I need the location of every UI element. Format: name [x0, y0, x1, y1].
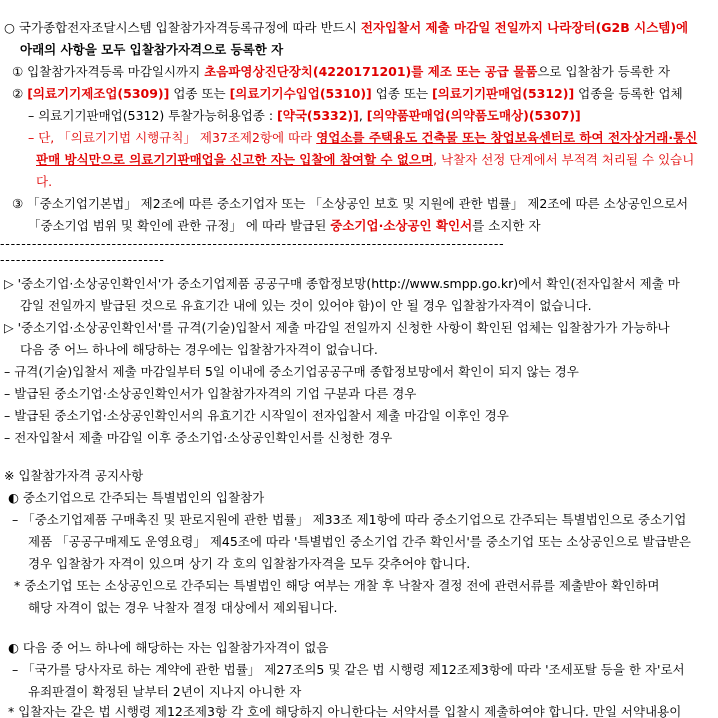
notice-2-case-3: – 발급된 중소기업·소상공인확인서의 유효기간 시작일이 전자입찰서 제출 마감일 이후인 경우	[4, 408, 509, 423]
item-2-sub-2	[28, 130, 697, 146]
notice-1-line-2: 감일 전일까지 발급된 것으로 유효기간 내에 있는 것이 있어야 함)이 안 될 경우 입찰참가자격이 없습니다.	[20, 298, 592, 313]
notice-2-case-2: – 발급된 중소기업·소상공인확인서가 입찰참가자격의 기업 구분과 다른 경우	[4, 386, 417, 401]
intro-text: ○ 국가종합전자조달시스템 입찰참가자격등록규정에 따라 반드시	[4, 20, 361, 35]
special-corp-note-2: 해당 자격이 없는 경우 낙찰자 결정 대상에서 제외됩니다.	[28, 600, 338, 615]
special-corp-line-2: 제품 「공공구매제도 운영요령」 제45조에 따라 '특별법인 중소기업 간주 확인서'를 중소기업 또는 소상공인으로 발급받은	[28, 534, 691, 549]
sub-1-text: – 의료기기판매업(5312) 투찰가능허용업종 :	[28, 108, 278, 123]
item-3-line-2	[28, 218, 541, 234]
item-1-text: ① 입찰참가자격등록 마감일시까지	[12, 64, 205, 79]
item-2-sub-2-end: 다.	[36, 174, 53, 189]
sub-2-emphasis-cont: 판매 방식만으로 의료기기판매업을 신고한 자는 입찰에 참여할 수 없으며	[36, 152, 434, 167]
separator-line-1: -----------------------------------------------------------------------------------------------	[0, 236, 505, 251]
separator-line-2: -------------------------------	[0, 252, 165, 267]
special-corp-line-1: – 「중소기업제품 구매촉진 및 판로지원에 관한 법률」 제33조 제1항에 따라 중소기업으로 간주되는 특별법인으로 중소기업	[12, 512, 687, 527]
sme-certificate-text: 중소기업·소상공인 확인서	[330, 218, 473, 233]
item-3-line: ③ 「중소기업기본법」 제2조에 따른 중소기업자 또는 「소상공인 보호 및 지원에 관한 법률」 제2조에 따른 소상공인으로서	[12, 196, 689, 211]
item-3-tail: 를 소지한 자	[472, 218, 541, 233]
intro-line-2: 아래의 사항을 모두 입찰참가자격으로 등록한 자	[20, 42, 284, 57]
industry-code-5307: [의약품판매업(의약품도매상)(5307)]	[366, 108, 581, 123]
notice-2-case-1: – 규격(기술)입찰서 제출 마감일부터 5일 이내에 중소기업공공구매 종합정보망에서 확인이 되지 않는 경우	[4, 364, 579, 379]
item-1-tail: 으로 입찰참가 등록한 자	[537, 64, 671, 79]
intro-deadline-text: 전자입찰서 제출 마감일 전일까지 나라장터(G2B 시스템)에	[360, 20, 689, 35]
item-1-product: 초음파영상진단장치(4220171201)를 제조 또는 공급 물품	[204, 64, 538, 79]
notice-2-line-1: ▷ '중소기업·소상공인확인서'를 규격(기술)입찰서 제출 마감일 전일까지 신청한 사항이 확인된 업체는 입찰참가가 가능하나	[4, 320, 670, 335]
item-2-or-1: 업종 또는	[169, 86, 230, 101]
special-corp-line-3: 경우 입찰참가 자격이 있으며 상기 각 호의 입찰참가자격을 모두 갖추어야 합니다.	[28, 556, 471, 571]
industry-code-5332: [약국(5332)]	[277, 108, 359, 123]
notice-2-case-4: – 전자입찰서 제출 마감일 이후 중소기업·소상공인확인서를 신청한 경우	[4, 430, 393, 445]
item-2-tail: 업종을 등록한 업체	[574, 86, 683, 101]
notice-section-title: ※ 입찰참가자격 공지사항	[4, 468, 144, 483]
qualification-intro-line	[4, 20, 688, 36]
disqualified-note: * 입찰자는 같은 법 시행령 제12조제3항 각 호에 해당하지 아니한다는 서약서를 입찰시 제출하여야 합니다. 만일 서약내용이	[8, 704, 682, 718]
industry-code-5309: [의료기기제조업(5309)]	[27, 86, 170, 101]
disqualified-heading: ◐ 다음 중 어느 하나에 해당하는 자는 입찰참가자격이 없음	[8, 640, 329, 655]
sub-2-emphasis: 영업소를 주택용도 건축물 또는 창업보육센터로 하여 전자상거래·통신	[316, 130, 698, 145]
sub-2-tail: , 낙찰자 선정 단계에서 부적격 처리될 수 있습니	[433, 152, 695, 167]
industry-code-5310: [의료기기수입업(5310)]	[229, 86, 372, 101]
special-corp-heading: ◐ 중소기업으로 간주되는 특별법인의 입찰참가	[8, 490, 265, 505]
sub-1-comma: ,	[358, 108, 367, 123]
industry-code-5312: [의료기기판매업(5312)]	[432, 86, 575, 101]
item-2-sub-2-cont	[36, 152, 694, 168]
special-corp-note-1: * 중소기업 또는 소상공인으로 간주되는 특별법인 해당 여부는 개찰 후 낙찰자 결정 전에 관련서류를 제출받아 확인하며	[14, 578, 660, 593]
notice-2-line-2: 다음 중 어느 하나에 해당하는 경우에는 입찰참가자격이 없습니다.	[20, 342, 378, 357]
item-2-num: ②	[12, 86, 28, 101]
item-2-sub-1	[28, 108, 581, 124]
sub-2-text: – 단, 「의료기기법 시행규칙」 제37조제2항에 따라	[28, 130, 317, 145]
item-3-text: 「중소기업 범위 및 확인에 관한 규정」 에 따라 발급된	[28, 218, 331, 233]
item-2-line	[12, 86, 683, 102]
disqualified-line-2: 유죄판결이 확정된 날부터 2년이 지나지 아니한 자	[28, 684, 302, 699]
notice-1-line-1: ▷ '중소기업·소상공인확인서'가 중소기업제품 공공구매 종합정보망(http://www.smpp.go.kr)에서 확인(전자입찰서 제출 마	[4, 276, 680, 291]
item-1-line	[12, 64, 670, 80]
item-2-or-2: 업종 또는	[371, 86, 432, 101]
disqualified-line-1: – 「국가를 당사자로 하는 계약에 관한 법률」 제27조의5 및 같은 법 시행령 제12조제3항에 따라 '조세포탈 등을 한 자'로서	[12, 662, 685, 677]
